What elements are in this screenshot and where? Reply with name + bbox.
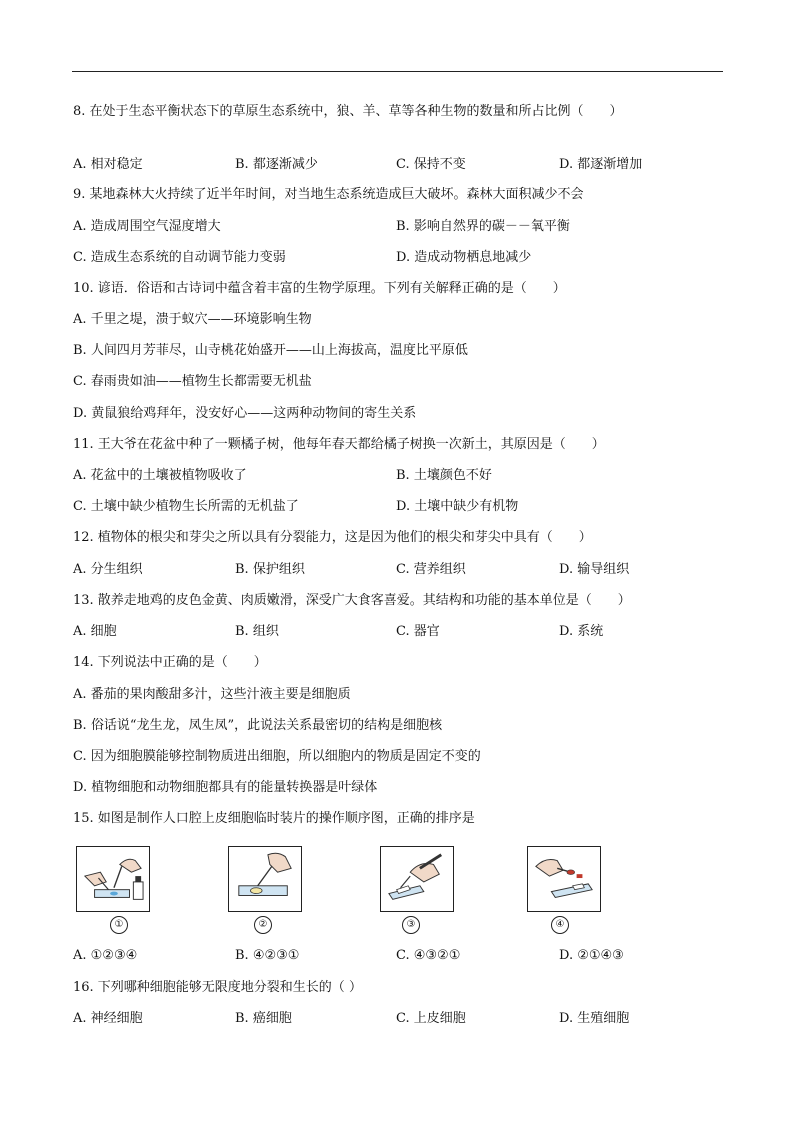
- figure-label-3: ③: [402, 916, 420, 934]
- figure-step-2: [228, 846, 302, 912]
- question-stem: 8. 在处于生态平衡状态下的草原生态系统中，狼、羊、草等各种生物的数量和所占比例（ ）: [73, 104, 623, 119]
- option-d: D. 植物细胞和动物细胞都具有的能量转换器是叶绿体: [73, 780, 378, 795]
- option-d: D. 输导组织: [559, 562, 630, 577]
- question-stem: 11. 王大爷在花盆中种了一颗橘子树，他每年春天都给橘子树换一次新土，其原因是（ ）: [73, 437, 605, 452]
- option-b: B. 土壤颜色不好: [396, 468, 492, 483]
- option-d: D. 生殖细胞: [559, 1011, 630, 1026]
- option-c: C. 土壤中缺少植物生长所需的无机盐了: [73, 499, 299, 514]
- option-d: D. ②①④③: [559, 948, 624, 963]
- option-d: D. 土壤中缺少有机物: [396, 499, 519, 514]
- option-a: A. 相对稳定: [73, 157, 143, 172]
- option-c: C. 造成生态系统的自动调节能力变弱: [73, 250, 286, 265]
- option-c: C. 营养组织: [396, 562, 466, 577]
- question-stem: 12. 植物体的根尖和芽尖之所以具有分裂能力，这是因为他们的根尖和芽尖中具有（ ）: [73, 530, 592, 545]
- question-stem: 10. 谚语．俗语和古诗词中蕴含着丰富的生物学原理。下列有关解释正确的是（ ）: [73, 281, 566, 296]
- option-b: B. 组织: [235, 624, 279, 639]
- option-c: C. 因为细胞膜能够控制物质进出细胞，所以细胞内的物质是固定不变的: [73, 749, 481, 764]
- option-c: C. 春雨贵如油——植物生长都需要无机盐: [73, 374, 312, 389]
- option-b: B. 俗话说“龙生龙，凤生凤”，此说法关系最密切的结构是细胞核: [73, 718, 443, 733]
- option-a: A. 造成周围空气湿度增大: [73, 219, 221, 234]
- option-c: C. 保持不变: [396, 157, 466, 172]
- option-d: D. 黄鼠狼给鸡拜年，没安好心——这两种动物间的寄生关系: [73, 406, 417, 421]
- question-stem: 16. 下列哪种细胞能够无限度地分裂和生长的（ ）: [73, 980, 362, 995]
- figure-step-3: [380, 846, 454, 912]
- option-c: C. 上皮细胞: [396, 1011, 466, 1026]
- option-d: D. 都逐渐增加: [559, 157, 643, 172]
- option-b: B. 癌细胞: [235, 1011, 292, 1026]
- option-a: A. 番茄的果肉酸甜多汁，这些汁液主要是细胞质: [73, 687, 351, 702]
- option-c: C. ④③②①: [396, 948, 461, 963]
- figure-label-4: ④: [551, 916, 569, 934]
- option-d: D. 系统: [559, 624, 604, 639]
- option-b: B. 影响自然界的碳－－氧平衡: [396, 219, 570, 234]
- figure-label-1: ①: [110, 916, 128, 934]
- option-b: B. 都逐渐减少: [235, 157, 318, 172]
- question-stem: 15. 如图是制作人口腔上皮细胞临时装片的操作顺序图，正确的排序是: [73, 811, 475, 826]
- option-a: A. ①②③④: [73, 948, 138, 963]
- question-stem: 9. 某地森林大火持续了近半年时间，对当地生态系统造成巨大破坏。森林大面积减少不会: [73, 187, 584, 202]
- option-a: A. 分生组织: [73, 562, 143, 577]
- option-b: B. 保护组织: [235, 562, 305, 577]
- option-a: A. 花盆中的土壤被植物吸收了: [73, 468, 247, 483]
- option-c: C. 器官: [396, 624, 440, 639]
- option-d: D. 造成动物栖息地减少: [396, 250, 532, 265]
- header-rule: [72, 71, 723, 72]
- option-b: B. 人间四月芳菲尽，山寺桃花始盛开——山上海拔高，温度比平原低: [73, 343, 468, 358]
- option-b: B. ④②③①: [235, 948, 300, 963]
- question-stem: 13. 散养走地鸡的皮色金黄、肉质嫩滑，深受广大食客喜爱。其结构和功能的基本单位是（ ）: [73, 593, 631, 608]
- option-a: A. 神经细胞: [73, 1011, 143, 1026]
- question-stem: 14. 下列说法中正确的是（ ）: [73, 655, 267, 670]
- option-a: A. 细胞: [73, 624, 117, 639]
- figure-step-1: [76, 846, 150, 912]
- figure-label-2: ②: [254, 916, 272, 934]
- figure-step-4: [527, 846, 601, 912]
- option-a: A. 千里之堤，溃于蚁穴——环境影响生物: [73, 312, 312, 327]
